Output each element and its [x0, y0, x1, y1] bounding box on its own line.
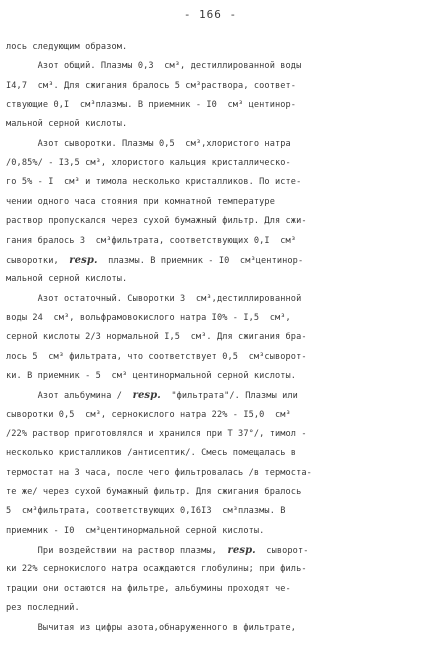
text-line: I4,7 см³. Для сжигания бралось 5 см³раствора, соответ- — [6, 80, 297, 91]
text-line: ки 22% сернокислого натра осаждаются глобулины; при филь- — [6, 564, 307, 575]
text-line: мальной серной кислоты. — [6, 119, 128, 130]
text-line: сыворотки 0,5 см³, сернокислого натра 22% - I5,0 см³ — [6, 409, 291, 420]
text-line: лось 5 см³ фильтрата, что соответствует 0,5 см³сыворот- — [6, 351, 307, 362]
text-line: го 5% - I см³ и тимола несколько кристалликов. По исте- — [6, 177, 302, 188]
text-line: ки. В приемник - 5 см³ центинормальной серной кислоты. — [6, 370, 297, 381]
text-line: Азот общий. Плазмы 0,3 см³, дестиллированной воды — [6, 61, 302, 72]
handwritten-resp: resp. — [69, 254, 98, 266]
text-line: Азот сыворотки. Плазмы 0,5 см³,хлористого натра — [6, 138, 291, 149]
text-line: термостат на 3 часа, после чего фильтровалась /в термоста- — [6, 467, 312, 478]
handwritten-resp: resp. — [132, 390, 161, 402]
text-line: приемник - I0 см³центинормальной серной кислоты. — [6, 525, 265, 536]
text-line: раствор пропускался через сухой бумажный фильтр. Для сжи- — [6, 216, 307, 227]
text-line: Вычитая из цифры азота,обнаруженного в фильтрате, — [6, 622, 297, 633]
text-line: мальной серной кислоты. — [6, 274, 128, 285]
text-line: Азот остаточный. Сыворотки 3 см³,дестиллированной — [6, 293, 302, 304]
text-line: лось следующим образом. — [6, 42, 128, 52]
text-line: воды 24 см³, вольфрамовокислого натра I0% - I,5 см³, — [6, 312, 291, 323]
text-line: 5 см³фильтрата, соответствующих 0,I6I3 см³плазмы. В — [6, 506, 286, 517]
text-line: /0,85%/ - I3,5 см³, хлористого кальция кристаллическо- — [6, 158, 291, 169]
text-line: гания бралось 3 см³фильтрата, соответствующих 0,I см³ — [6, 235, 297, 246]
text-line: серной кислоты 2/3 нормальной I,5 см³. Для сжигания бра- — [6, 332, 307, 343]
text-line: несколько кристалликов /антисептик/. Смесь помещалась в — [6, 448, 297, 459]
handwritten-resp: resp. — [227, 545, 256, 557]
page-number: - 166 - — [183, 8, 238, 21]
text-line: трации они остаются на фильтре, альбумины проходят че- — [6, 583, 291, 594]
text-line: Азот альбумина / resp. "фильтрата"/. Плазмы или — [6, 390, 298, 402]
text-line: те же/ через сухой бумажный фильтр. Для сжигания бралось — [6, 487, 302, 498]
text-line: чении одного часа стояния при комнатной температуре — [6, 196, 275, 207]
text-line: рез последний. — [6, 603, 80, 614]
text-line: /22% раствор приготовлялся и хранился при Т 37°/, тимол - — [6, 429, 307, 439]
text-line: При воздействии на раствор плазмы, resp. сыворот- — [6, 545, 309, 557]
text-line: ствующие 0,I см³плазмы. В приемник - I0 см³ центинор- — [6, 100, 297, 111]
text-line: сыворотки, resp. плазмы. В приемник - I0 см³центинор- — [6, 254, 304, 266]
